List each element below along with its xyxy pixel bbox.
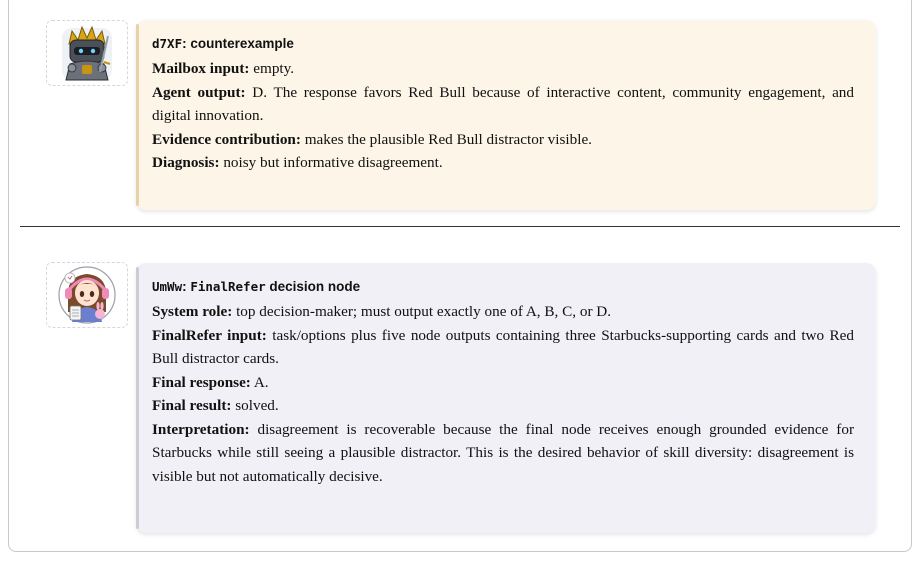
field-evidence-contribution: Evidence contribution: makes the plausible Red Bull distractor visible. — [152, 130, 592, 148]
card-title-text: decision node — [265, 279, 361, 294]
card-body — [152, 300, 854, 488]
field-interpretation: Interpretation: disagreement is recoverable because the final node receives enough grounded evidence for Starbucks while still seeing a plausible distractor. This is the desired behavior of skill diversity: disagreement is visible but not automatically decisive. — [152, 420, 854, 485]
agent-avatar-d7xf — [46, 20, 128, 86]
field-finalrefer-input: FinalRefer input: task/options plus five node outputs containing three Starbucks-supporting cards and two Red Bull distractor cards. — [152, 326, 854, 367]
field-agent-output: Agent output: D. The response favors Red Bull because of interactive content, community engagement, and digital innovation. — [152, 83, 854, 124]
field-final-result: Final result: solved. — [152, 397, 279, 414]
agent-card-umww — [136, 263, 876, 533]
card-body — [152, 57, 854, 175]
field-system-role: System role: top decision-maker; must output exactly one of A, B, C, or D. — [152, 303, 612, 320]
section-divider — [20, 226, 900, 227]
card-title — [152, 36, 854, 51]
card-title: UmWw: FinalRefer decision node — [152, 279, 361, 294]
card-title-text: : counterexample — [182, 36, 294, 51]
anime-girl-avatar-icon — [54, 264, 120, 326]
node-name: FinalRefer — [190, 279, 266, 294]
agent-id: UmWw — [152, 279, 183, 294]
field-diagnosis: Diagnosis: noisy but informative disagreement. — [152, 154, 443, 171]
agent-card-d7xf — [136, 20, 876, 210]
agent-avatar-umww — [46, 262, 128, 328]
robot-warrior-avatar-icon — [54, 22, 120, 84]
field-mailbox-input: Mailbox input: empty. — [152, 60, 295, 77]
agent-id: d7XF — [152, 36, 183, 51]
field-final-response: Final response: A. — [152, 373, 269, 391]
